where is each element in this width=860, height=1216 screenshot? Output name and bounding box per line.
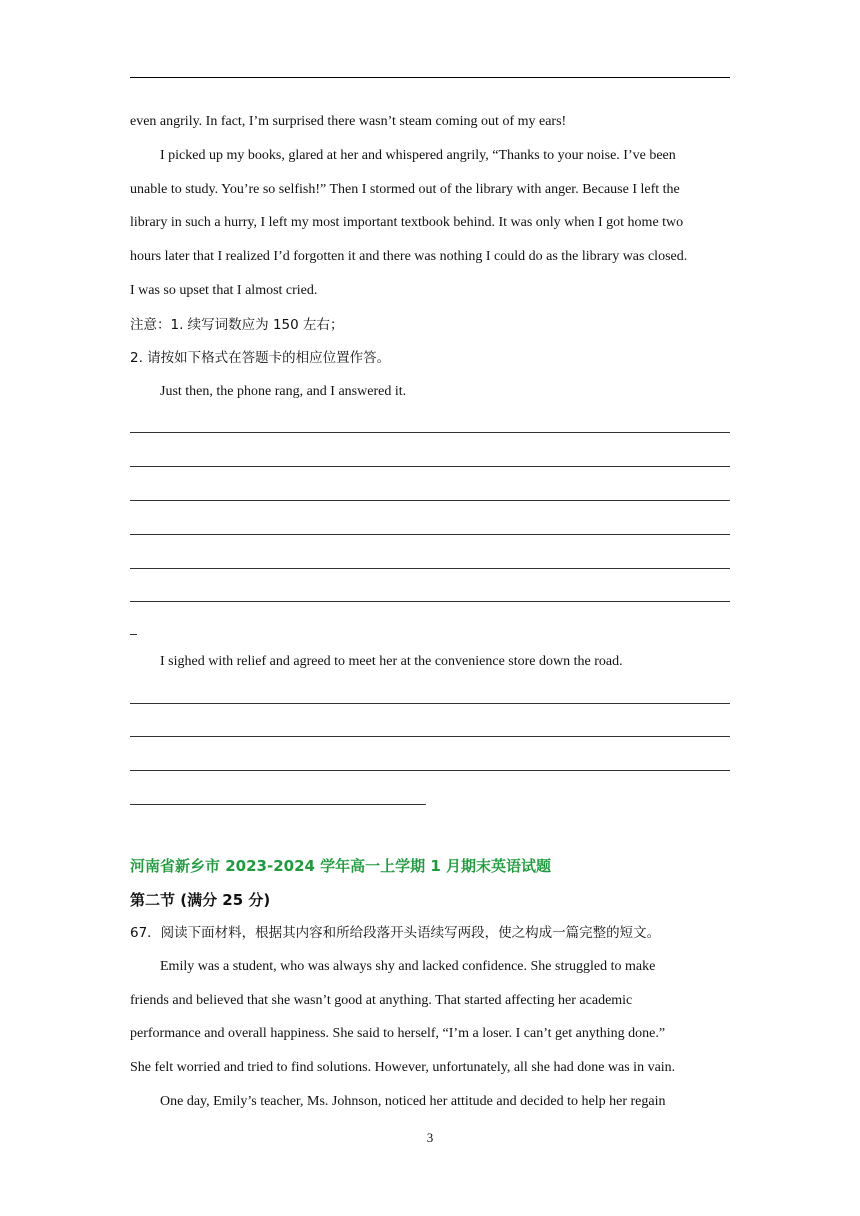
answer-line [130,601,730,602]
answer-line [130,568,730,569]
answer-line [130,432,730,433]
continuation-prompt-2: I sighed with relief and agreed to meet her at the convenience store down the road. [160,654,623,669]
story-line: I was so upset that I almost cried. [130,283,318,298]
continuation-prompt-1: Just then, the phone rang, and I answered it. [160,384,407,399]
question-line: One day, Emily’s teacher, Ms. Johnson, noticed her attitude and decided to help her regain [160,1094,666,1109]
answer-line [130,804,426,805]
answer-line [130,500,730,501]
question-line: Emily was a student, who was always shy and lacked confidence. She struggled to make [160,959,656,974]
answer-line [130,770,730,771]
answer-line [130,534,730,535]
section-subtitle: 第二节 (满分 25 分) [130,891,271,909]
story-line: unable to study. You’re so selfish!” Then I stormed out of the library with anger. Because I left the [130,182,680,197]
question-instruction: 67．阅读下面材料，根据其内容和所给段落开头语续写两段，使之构成一篇完整的短文。 [130,925,661,941]
question-line: She felt worried and tried to find solutions. However, unfortunately, all she had done was in vain. [130,1060,676,1075]
story-line: I picked up my books, glared at her and whispered angrily, “Thanks to your noise. I’ve been [160,148,676,163]
story-line: even angrily. In fact, I’m surprised there wasn’t steam coming out of my ears! [130,114,567,129]
answer-line-end [130,634,137,635]
question-line: friends and believed that she wasn’t good at anything. That started affecting her academic [130,993,633,1008]
section-title: 河南省新乡市 2023-2024 学年高一上学期 1 月期末英语试题 [130,857,552,875]
page-number: 3 [426,1130,434,1145]
question-line: performance and overall happiness. She said to herself, “I’m a loser. I can’t get anything done.” [130,1026,666,1041]
answer-line [130,466,730,467]
answer-line [130,736,730,737]
answer-line [130,703,730,704]
note-format: 2. 请按如下格式在答题卡的相应位置作答。 [130,350,391,366]
story-line: hours later that I realized I’d forgotten it and there was nothing I could do as the library was closed. [130,249,688,264]
story-line: library in such a hurry, I left my most important textbook behind. It was only when I got home two [130,215,684,230]
header-rule [130,77,730,78]
note-word-count: 注意：1. 续写词数应为 150 左右； [130,317,344,333]
